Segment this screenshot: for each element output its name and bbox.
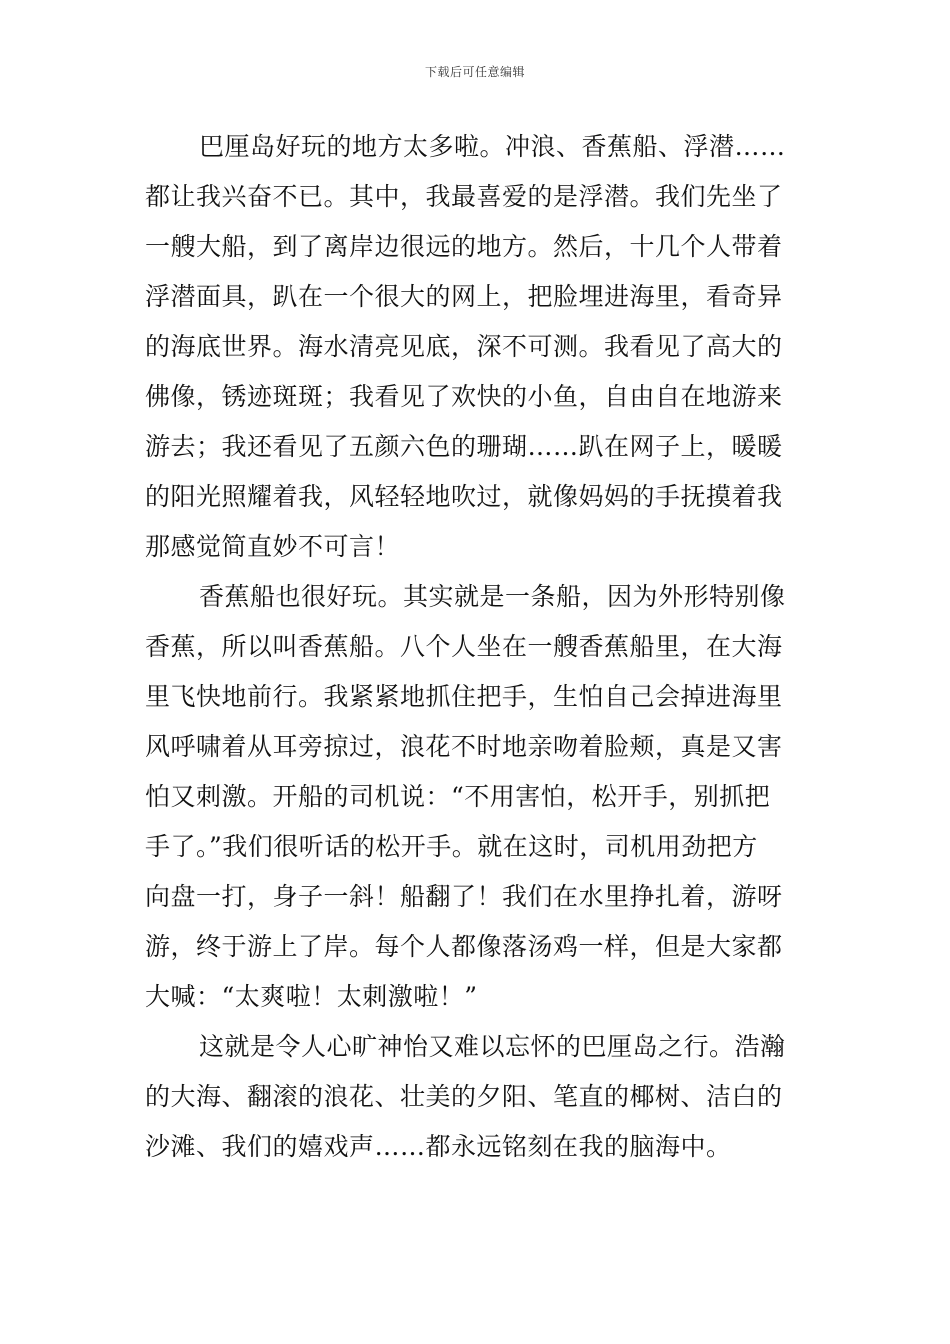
paragraph-line: 香蕉，所以叫香蕉船。八个人坐在一艘香蕉船里，在大海 xyxy=(145,632,783,661)
paragraph-line: 这就是令人心旷神怡又难以忘怀的巴厘岛之行。浩瀚 xyxy=(199,1032,786,1061)
paragraph-line: 游去；我还看见了五颜六色的珊瑚……趴在网子上，暖暖 xyxy=(145,432,783,461)
paragraph-line: 手了。”我们很听话的松开手。就在这时，司机用劲把方 xyxy=(145,832,758,861)
paragraph-line: 向盘一打，身子一斜！船翻了！我们在水里挣扎着，游呀 xyxy=(145,882,783,911)
paragraph-line: 里飞快地前行。我紧紧地抓住把手，生怕自己会掉进海里 xyxy=(145,682,783,711)
paragraph-line: 的阳光照耀着我，风轻轻地吹过，就像妈妈的手抚摸着我 xyxy=(145,482,783,511)
paragraph-line: 都让我兴奋不已。其中，我最喜爱的是浮潜。我们先坐了 xyxy=(145,182,783,211)
paragraph-line: 巴厘岛好玩的地方太多啦。冲浪、香蕉船、浮潜…… xyxy=(199,132,786,161)
paragraph-line: 浮潜面具，趴在一个很大的网上，把脸埋进海里，看奇异 xyxy=(145,282,783,311)
paragraph-line: 那感觉简直妙不可言！ xyxy=(145,532,401,561)
paragraph-line: 佛像，锈迹斑斑；我看见了欢快的小鱼，自由自在地游来 xyxy=(145,382,783,411)
document-body xyxy=(145,122,810,1172)
paragraph-line: 的海底世界。海水清亮见底，深不可测。我看见了高大的 xyxy=(145,332,783,361)
paragraph-line: 的大海、翻滚的浪花、壮美的夕阳、笔直的椰树、洁白的 xyxy=(145,1082,783,1111)
page-header: 下载后可任意编辑 xyxy=(424,65,525,79)
paragraph-line: 游，终于游上了岸。每个人都像落汤鸡一样，但是大家都 xyxy=(145,932,783,961)
paragraph-line: 香蕉船也很好玩。其实就是一条船，因为外形特别像 xyxy=(199,582,786,611)
paragraph-line: 风呼啸着从耳旁掠过，浪花不时地亲吻着脸颊，真是又害 xyxy=(145,732,783,761)
paragraph-line: 沙滩、我们的嬉戏声……都永远铭刻在我的脑海中。 xyxy=(145,1132,732,1161)
paragraph-line: 一艘大船，到了离岸边很远的地方。然后，十几个人带着 xyxy=(145,232,783,261)
paragraph-line: 怕又刺激。开船的司机说：“不用害怕，松开手，别抓把 xyxy=(145,782,771,811)
paragraph-line: 大喊：“太爽啦！太刺激啦！” xyxy=(145,982,478,1011)
